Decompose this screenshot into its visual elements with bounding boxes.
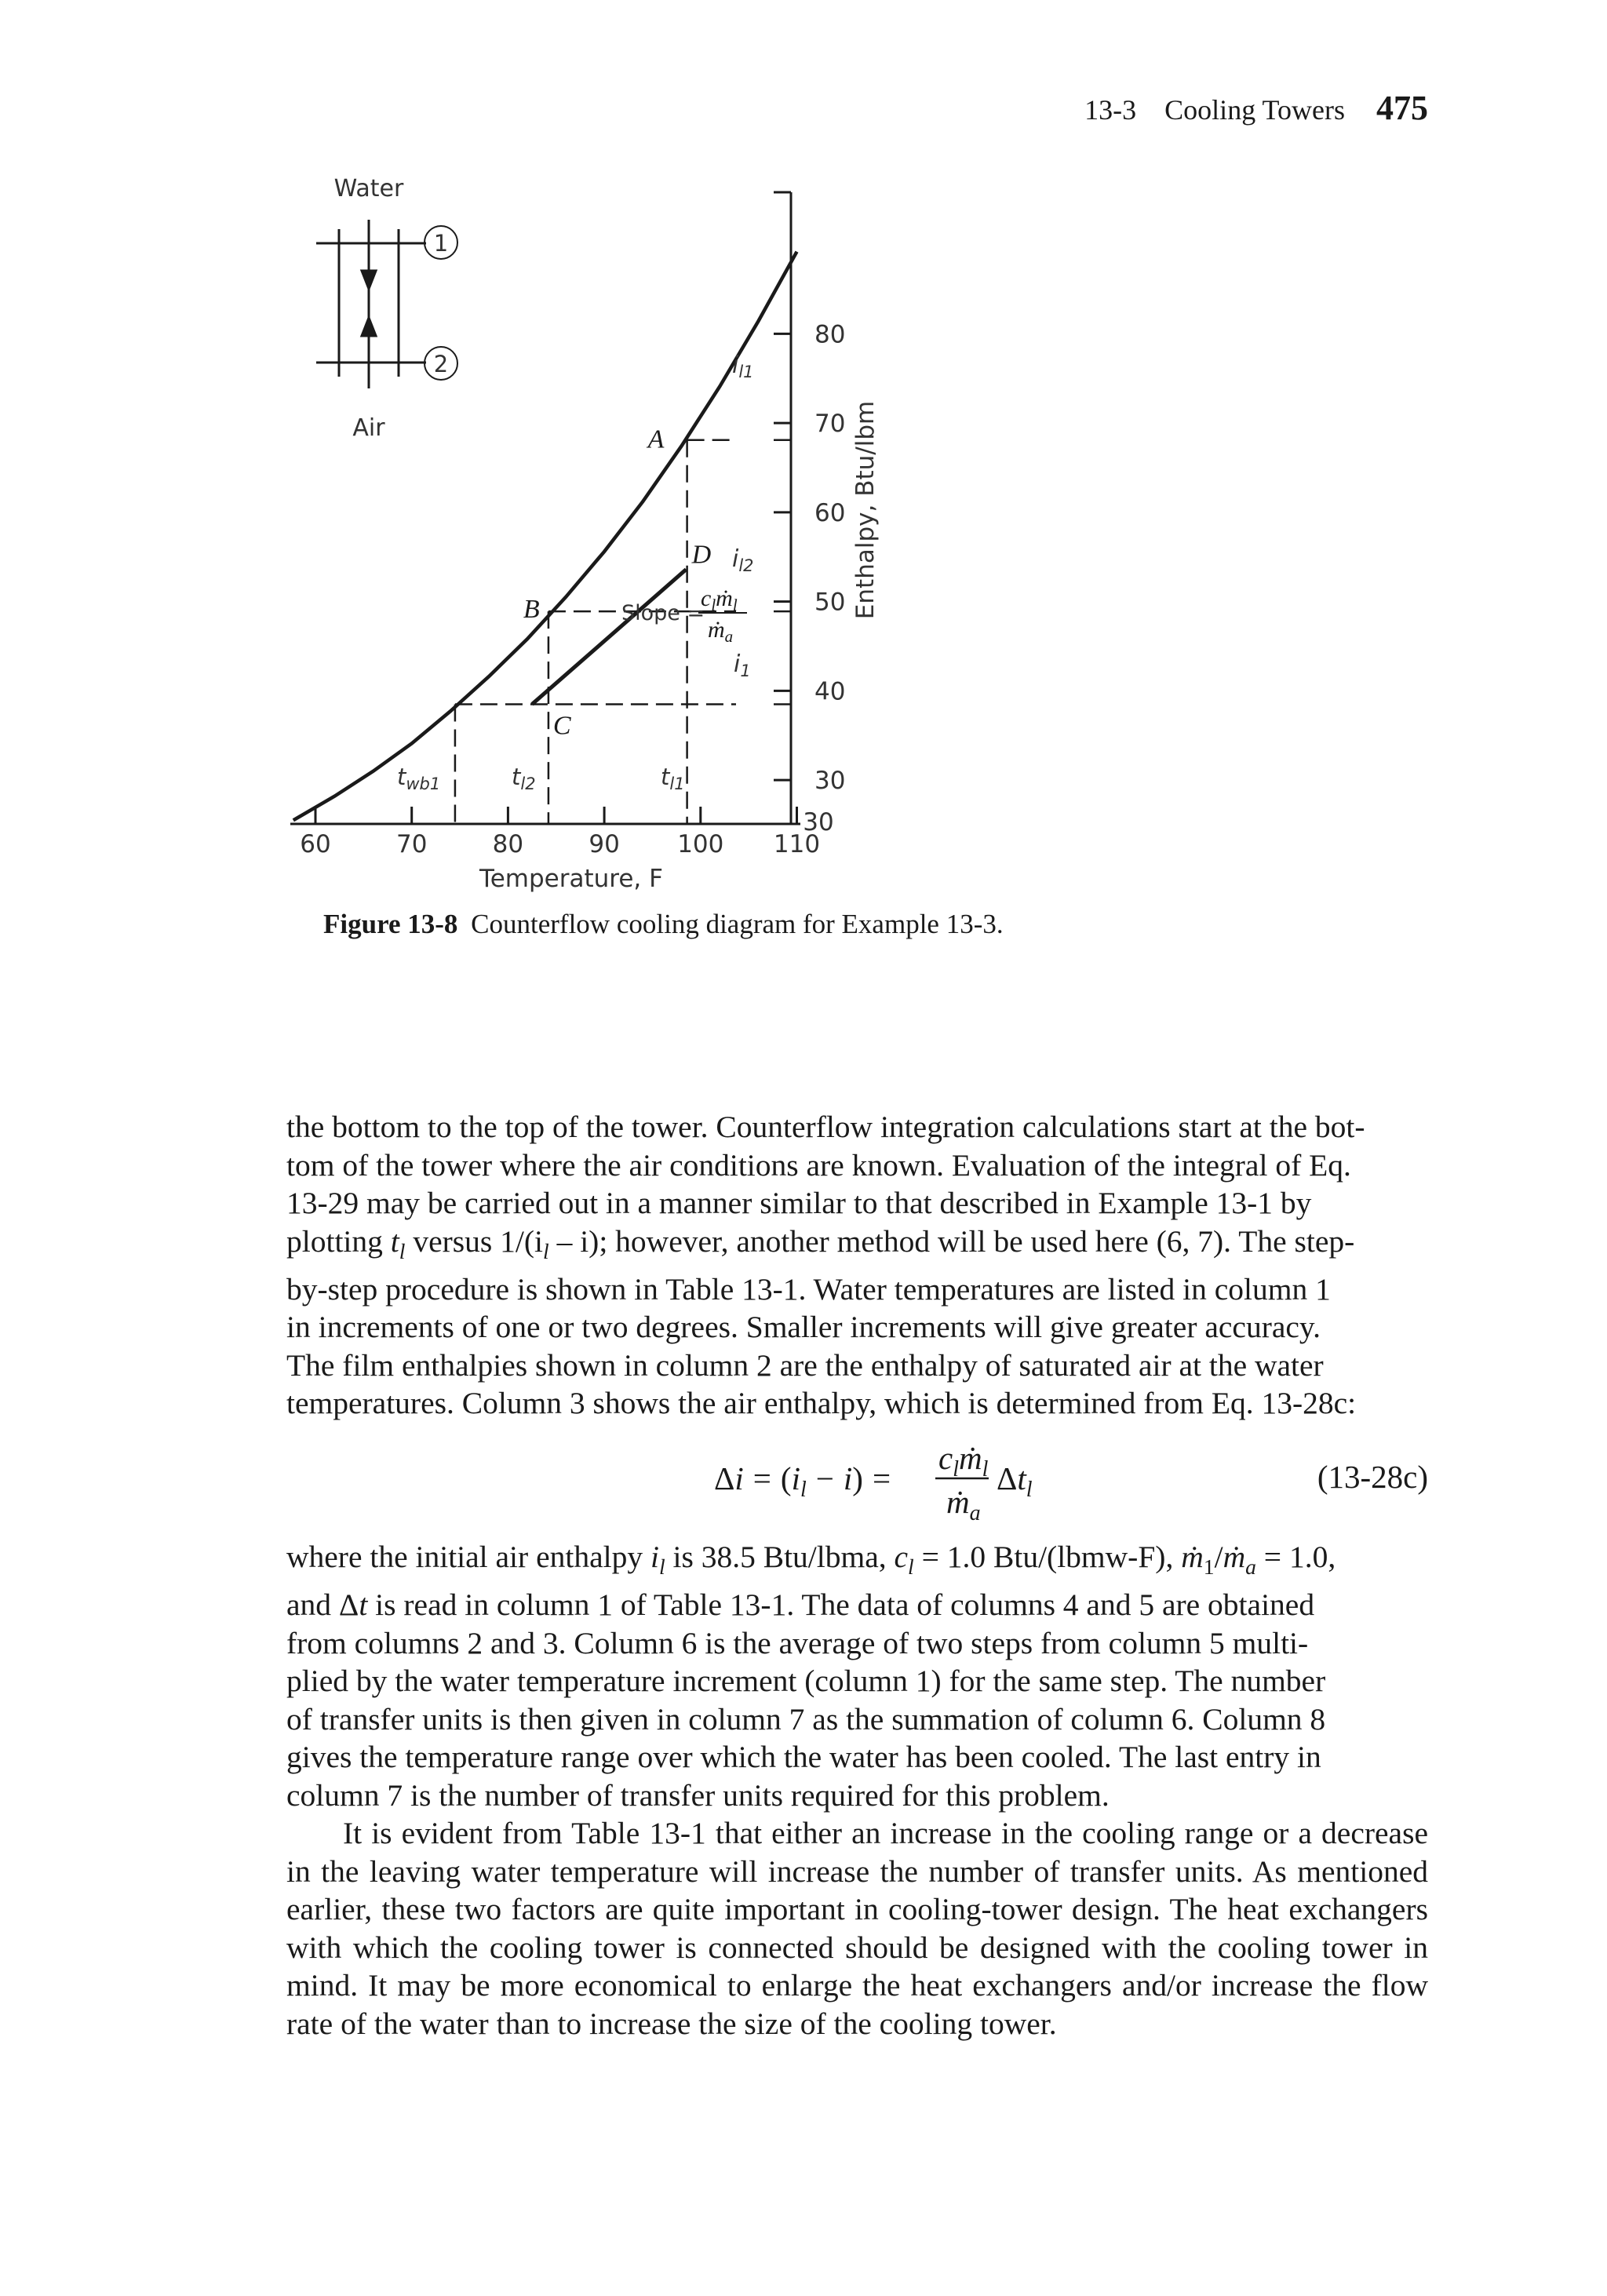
y-tick-label-80: 80 [814, 320, 846, 349]
i1-label [734, 651, 751, 680]
p2-line: column 7 is the number of transfer units required for this problem. [286, 1777, 1110, 1813]
tl1-base: t [661, 764, 670, 790]
eq-num-msub: l [982, 1457, 989, 1481]
x-tick-label-110: 110 [773, 830, 821, 858]
p2-line: gives the temperature range over which the water has been cooled. The last entry in [286, 1740, 1321, 1775]
i1-base: i [734, 651, 741, 678]
p1-line: tom of the tower where the air conditions are known. Evaluation of the integral of Eq. [286, 1147, 1351, 1183]
point-b-label: B [523, 595, 540, 625]
paragraph-1 [286, 1108, 1428, 1423]
figure-caption-text: Counterflow cooling diagram for Example 13-3. [471, 909, 1004, 939]
eq-lhs-i: i [734, 1460, 744, 1496]
y-tick-label-70: 70 [814, 410, 846, 439]
svg-text:Δtl [997, 1460, 1033, 1502]
slope-label: Slope = [621, 601, 705, 625]
y-tick-label-40: 40 [814, 677, 846, 706]
section-title: Cooling Towers [1164, 94, 1345, 126]
x-ticks [300, 807, 820, 858]
eq-den-sub: a [969, 1501, 981, 1525]
p2-l1-text: is 38.5 Btu/lbma, [665, 1540, 895, 1574]
p2-l1-c: c [894, 1540, 909, 1574]
p2-line [286, 1538, 1428, 1586]
state-2-label: 2 [433, 351, 449, 377]
p2-l1-text: = 1.0 Btu/(lbmw-F), [913, 1540, 1182, 1574]
eq-il: i [791, 1460, 800, 1496]
p1-line: temperatures. Column 3 shows the air enthalpy, which is determined from Eq. 13-28c: [286, 1386, 1357, 1421]
p1-l4-isub: l [543, 1238, 549, 1263]
eq-i: i [843, 1460, 853, 1496]
p1-l4-tsub: l [399, 1238, 406, 1263]
p2-line: plied by the water temperature increment (column 1) for the same step. The number [286, 1664, 1326, 1699]
twb1-base: t [397, 764, 406, 790]
tl1-label [661, 764, 685, 793]
p1-l4-text: versus 1/(i [405, 1223, 543, 1259]
p2-l1-csub: l [908, 1554, 914, 1579]
point-a-label: A [647, 425, 665, 454]
eq-t: t [1017, 1460, 1026, 1496]
slope-num-c: c [701, 585, 712, 611]
p2-l1-slash: / [1214, 1540, 1223, 1574]
paragraph-2 [286, 1538, 1428, 2043]
p2-l2-text: is read in column 1 of Table 13-1. The data of columns 4 and 5 are obtained [367, 1587, 1315, 1623]
il1-base: i [732, 352, 739, 379]
slope-den-sub: a [724, 627, 734, 646]
eq-minus: − [815, 1460, 834, 1496]
p1-l4-text: plotting [286, 1223, 391, 1259]
p1-l4-text: – i); however, another method will be used here (6, 7). The step- [548, 1223, 1355, 1259]
point-d-label: D [691, 540, 712, 570]
eq-equals-2: = [872, 1460, 891, 1496]
svg-text:Δi=(il−i)= [714, 1460, 891, 1502]
p1-line: in increments of one or two degrees. Smaller increments will give greater accuracy. [286, 1310, 1321, 1345]
eq-delta: Δ [714, 1460, 735, 1496]
y-tick-label-60: 60 [814, 498, 846, 527]
equation-body [714, 1428, 1153, 1530]
eq-paren-close: ) [852, 1460, 863, 1496]
x-tick-label-60: 60 [300, 830, 331, 858]
eq-den-m: ṁ [946, 1484, 970, 1520]
y-ticks [774, 320, 845, 795]
tl1-sub: l1 [669, 774, 685, 793]
p2-l1-m1sub: 1 [1203, 1554, 1215, 1579]
p1-line: The film enthalpies shown in column 2 are the enthalpy of saturated air at the water [286, 1347, 1324, 1383]
slope-den-m: ṁ [708, 617, 725, 643]
eq-equals-1: = [752, 1460, 771, 1496]
p2-l1-m1: ṁ [1181, 1540, 1204, 1574]
x-tick-label-90: 90 [589, 830, 620, 858]
x-tick-label-80: 80 [492, 830, 524, 858]
page-number: 475 [1376, 89, 1428, 127]
eq-num-m: ṁ [958, 1440, 982, 1476]
svg-text:clṁl [938, 1440, 989, 1481]
tl2-sub: l2 [520, 774, 536, 793]
p1-line: 13-29 may be carried out in a manner similar to that described in Example 13-1 by [286, 1186, 1312, 1220]
eq-num-c: c [938, 1440, 953, 1476]
y-tick-label-30: 30 [814, 767, 846, 796]
p1-line: by-step procedure is shown in Table 13-1. Water temperatures are listed in column 1 [286, 1271, 1331, 1307]
construction-lines [455, 440, 791, 824]
p2-line [286, 1586, 1428, 1624]
inset-air-label: Air [352, 414, 385, 442]
slope-num-msub: l [732, 596, 738, 614]
tower-inset [316, 175, 457, 442]
p2-l2-t: t [359, 1587, 368, 1623]
p2-line: from columns 2 and 3. Column 6 is the average of two steps from column 5 multi- [286, 1625, 1309, 1660]
p1-l4-t: t [390, 1223, 399, 1259]
air-operating-line [532, 570, 686, 705]
il1-sub: l1 [738, 363, 754, 381]
p2-line: of transfer units is then given in column 7 as the summation of column 6. Column 8 [286, 1701, 1326, 1737]
point-c-label: C [552, 711, 571, 741]
x-tick-label-100: 100 [677, 830, 724, 858]
il2-base: i [732, 545, 739, 573]
slope-num-m: ṁ [716, 585, 733, 611]
state-1-label: 1 [433, 230, 449, 257]
x-axis-title: Temperature, F [479, 865, 663, 893]
p2-l1-isub: l [658, 1554, 665, 1579]
x-axis-corner-label: 30 [803, 808, 834, 836]
y-axis-title: Enthalpy, Btu/lbm [851, 400, 880, 620]
section-number: 13-3 [1084, 94, 1137, 126]
i1-sub: 1 [740, 661, 751, 680]
air-up-arrow [362, 318, 376, 336]
p2-l1-masub: a [1245, 1554, 1256, 1579]
figure-caption-label: Figure 13-8 [323, 909, 458, 939]
x-tick-label-70: 70 [395, 830, 428, 858]
y-tick-label-50: 50 [814, 588, 846, 617]
slope-num-csub: l [711, 596, 716, 614]
il2-sub: l2 [738, 556, 754, 575]
slope-denominator [708, 617, 733, 646]
il1-label [732, 352, 754, 381]
il2-label [732, 545, 754, 575]
eq-il-sub: l [800, 1478, 807, 1502]
p2-l1-ma: ṁ [1223, 1540, 1246, 1574]
p2-l2-text: and Δ [286, 1587, 359, 1623]
eq-t-sub: l [1026, 1478, 1033, 1502]
eq-paren-open: ( [780, 1460, 792, 1496]
equation-number: (13-28c) [1317, 1459, 1428, 1495]
p2-l1-text: = 1.0, [1255, 1540, 1336, 1574]
eq-num-csub: l [953, 1457, 959, 1481]
twb1-label [397, 764, 440, 793]
paragraph-3: It is evident from Table 13-1 that either an increase in the cooling range or a decrease in the leaving water temperature will increase the number of transfer units. As mentioned earlier, these two factors are quite important in cooling-tower design. The heat exchangers with which the cooling tower is connected should be designed with the cooling tower in mind. It may be more economical to enlarge the heat exchangers and/or increase the flow rate of the water than to increase the size of the cooling tower. [286, 1816, 1428, 2041]
slope-numerator [701, 585, 738, 614]
eq-delta-t: Δ [997, 1460, 1018, 1496]
p2-l1-text: where the initial air enthalpy [286, 1540, 650, 1574]
tl2-label [512, 764, 536, 793]
p2-l1-i: i [650, 1540, 659, 1574]
twb1-sub: wb1 [406, 774, 441, 793]
svg-text:ṁa [946, 1484, 981, 1525]
inset-water-label: Water [333, 175, 404, 202]
water-down-arrow [362, 271, 376, 289]
p1-line [286, 1223, 1428, 1270]
counterflow-diagram [0, 0, 1607, 895]
equation-13-28c [286, 1428, 1428, 1530]
p1-line: the bottom to the top of the tower. Counterflow integration calculations start at the bot- [286, 1110, 1365, 1144]
tl2-base: t [512, 764, 521, 790]
figure-caption [323, 909, 1004, 940]
